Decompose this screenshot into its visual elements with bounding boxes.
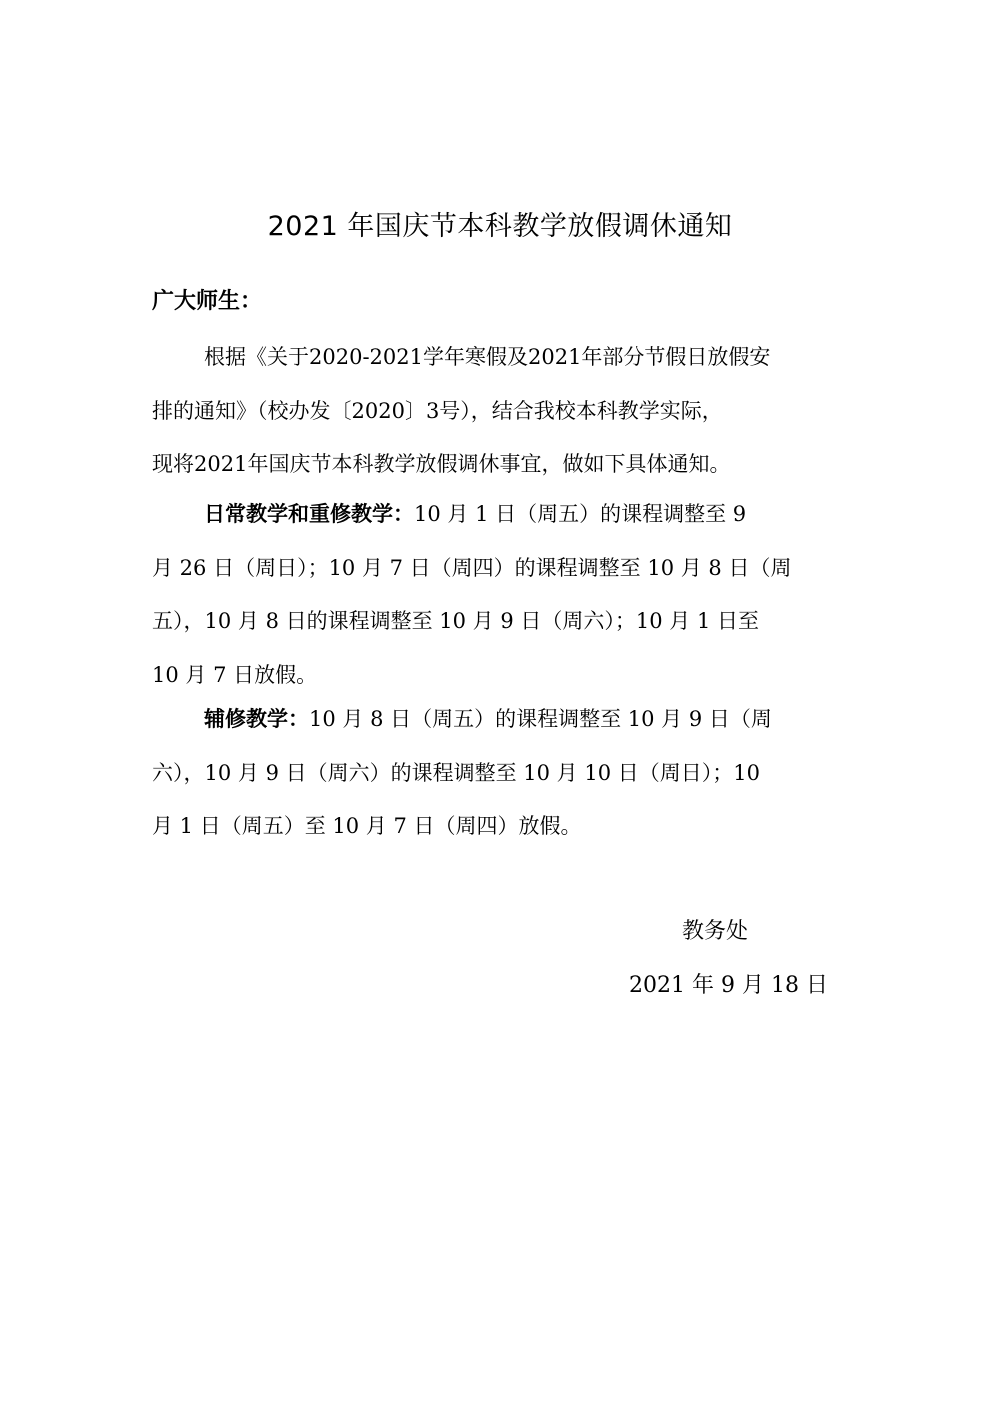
paragraph-line-text: 10 月 1 日（周五）的课程调整至 9: [414, 502, 747, 526]
paragraph-regular-teaching: [152, 488, 850, 702]
paragraph-basis: [152, 331, 850, 492]
section-heading-regular-teaching: 日常教学和重修教学：: [204, 502, 414, 526]
section-heading-minor-teaching: 辅修教学：: [204, 707, 309, 731]
paragraph-line: 10 月 7 日放假。: [152, 662, 318, 687]
salutation: 广大师生：: [152, 289, 263, 314]
notice-title: 2021 年国庆节本科教学放假调休通知: [267, 211, 733, 242]
signature-department: 教务处: [682, 919, 749, 944]
paragraph-line: 根据《关于2020-2021学年寒假及2021年部分节假日放假安: [204, 345, 771, 369]
paragraph-line: 五），10 月 8 日的课程调整至 10 月 9 日（周六）；10 月 1 日至: [152, 609, 759, 633]
paragraph-line: 现将2021年国庆节本科教学放假调休事宜，做如下具体通知。: [152, 452, 731, 476]
paragraph-line: [152, 488, 850, 542]
paragraph-minor-teaching: [152, 693, 850, 854]
paragraph-line: [152, 693, 850, 747]
paragraph-line: 排的通知》（校办发〔2020〕3号），结合我校本科教学实际，: [152, 398, 723, 423]
paragraph-line: 月 1 日（周五）至 10 月 7 日（周四）放假。: [152, 814, 582, 838]
signature-date: 2021 年 9 月 18 日: [629, 973, 828, 998]
paragraph-line: 月 26 日（周日）；10 月 7 日（周四）的课程调整至 10 月 8 日（周: [152, 555, 792, 580]
paragraph-line-text: 10 月 8 日（周五）的课程调整至 10 月 9 日（周: [309, 707, 772, 731]
paragraph-line: 六），10 月 9 日（周六）的课程调整至 10 月 10 日（周日）；10: [152, 760, 760, 785]
